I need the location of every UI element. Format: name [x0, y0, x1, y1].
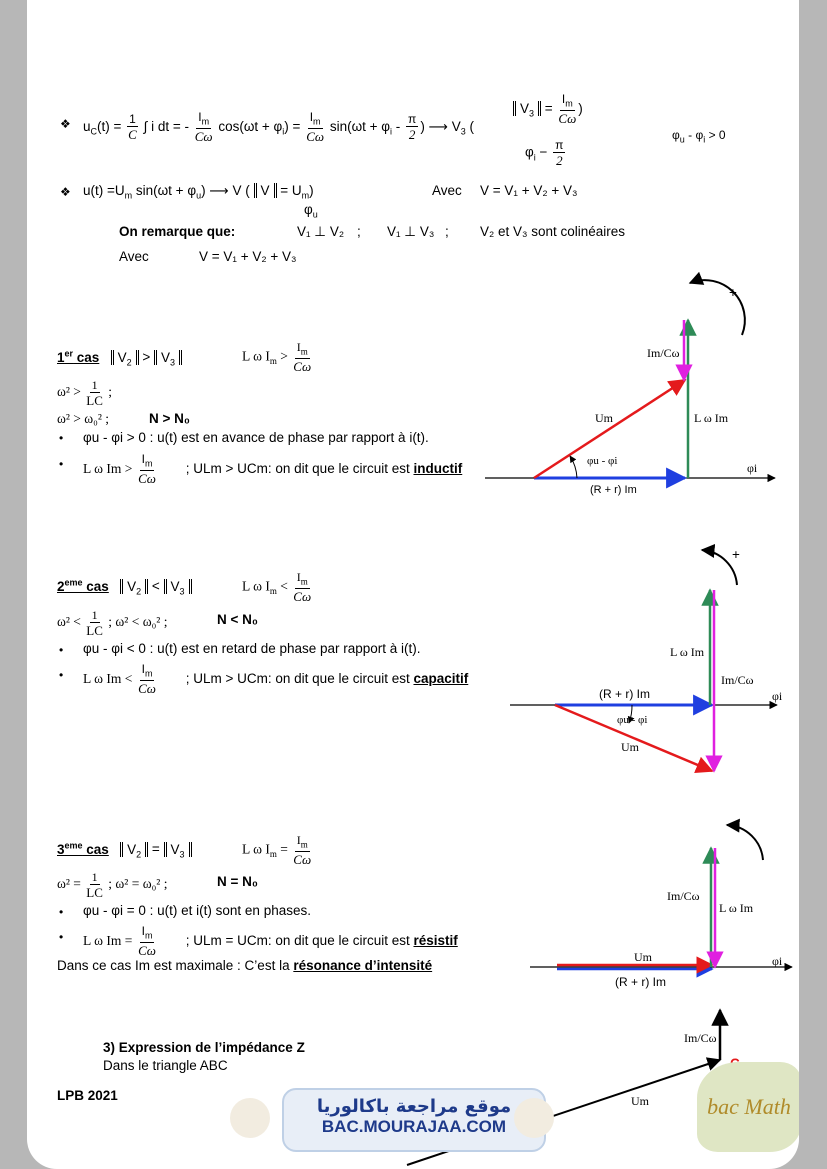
- v3-norm: $V_3$ = $\frac{I_m}{C\omega}$ ): [513, 92, 583, 126]
- case2-bullet2: L ω Im < $\frac{I_m}{C\omega}$ ; ULm > UCm: on dit que le circuit est capacitif: [83, 662, 469, 697]
- bac-math-logo: bac Math: [697, 1062, 799, 1152]
- bullet-dot-icon: •: [59, 905, 64, 919]
- site-banner[interactable]: [282, 1088, 546, 1152]
- c2-lwim: L ω Im: [670, 645, 705, 659]
- footer-left: LPB 2021: [57, 1088, 118, 1103]
- c1-phii: φi: [747, 461, 758, 475]
- c3-imcw: Im/Cω: [667, 889, 700, 903]
- c2-um: Um: [621, 740, 639, 754]
- angle-arc: [570, 456, 577, 478]
- case1-omega0: ω² > ω₀² ;: [57, 411, 110, 426]
- c2-plus: +: [732, 547, 740, 562]
- bullet-dot-icon: •: [59, 643, 64, 657]
- left-logo-icon: [230, 1098, 270, 1138]
- case1-bullet1: φu - φi > 0 : u(t) est en avance de phase par rapport à i(t).: [83, 430, 429, 445]
- c3-phii: φi: [772, 954, 783, 968]
- case2-lw: L ω $I_m$ < $\frac{I_m}{C\omega}$: [242, 570, 312, 605]
- c3-um: Um: [634, 950, 652, 964]
- c1-um: Um: [595, 411, 613, 425]
- c1-lwim: L ω Im: [694, 411, 729, 425]
- case2-title: 2eme cas $V_2 < V_3$: [57, 574, 192, 599]
- c3-lwim: L ω Im: [719, 901, 754, 915]
- bullet-dot-icon: •: [59, 457, 64, 471]
- equation-u: $u(t) =U_m$ $\sin(\omega t + \varphi_u)$ ⟶ V ( $V = U_m$): [83, 183, 314, 201]
- remark-sep2: ;: [445, 224, 449, 239]
- remark-p1: V₁ ⊥ V₂: [297, 224, 345, 239]
- case1-title: 1er cas $V_2 > V_3$: [57, 345, 182, 370]
- c1-imcw: Im/Cω: [647, 346, 680, 360]
- bullet-diamond-icon: ❖: [60, 185, 71, 199]
- case3-title: 3eme cas $V_2 = V_3$: [57, 837, 192, 862]
- case1-phasor-diagram: [477, 275, 777, 505]
- c3-plus: +: [732, 818, 740, 833]
- c3-rr: (R + r) Im: [615, 975, 666, 989]
- remark-p2: V₁ ⊥ V₃: [387, 224, 435, 239]
- v-phase: $\varphi_u$: [304, 202, 318, 220]
- section3-subtitle: Dans le triangle ABC: [103, 1058, 228, 1073]
- case1-n: N > N₀: [149, 411, 190, 426]
- resonance-line: Dans ce cas Im est maximale : C’est la résonance d’intensité: [57, 958, 433, 973]
- remark-avec: Avec: [119, 249, 149, 264]
- vector-sum: V = V₁ + V₂ + V₃: [480, 183, 578, 198]
- phase-condition: $\varphi_u - \varphi_i > 0$: [672, 128, 726, 145]
- c1-plus: +: [729, 285, 737, 300]
- c2-rr: (R + r) Im: [599, 687, 650, 701]
- equation-uc: $u_C(t)$ = $\frac{1}{C}$ ∫ i dt = - $\frac{I_m}{C\omega}$ $\cos(\omega t + \varphi_i)$ = $\frac{I_m}{C\omega}$ $\sin(\omega t + \varphi_i$ - $\frac{\pi}{2}$ ) ⟶ $V_3$ (: [83, 110, 474, 145]
- case2-phasor-diagram: [507, 540, 787, 780]
- banner-latin: BAC.MOURAJAA.COM: [321, 1117, 507, 1136]
- section3-title: 3) Expression de l’impédance Z: [103, 1040, 305, 1055]
- c2-phii: φi: [772, 689, 783, 703]
- bullet-dot-icon: •: [59, 668, 64, 682]
- case3-phasor-diagram: [527, 810, 797, 980]
- c1-rr: (R + r) Im: [590, 484, 637, 496]
- right-logo-icon: [514, 1098, 554, 1138]
- case3-lw: L ω $I_m$ = $\frac{I_m}{C\omega}$: [242, 833, 312, 868]
- c1-phidiff: φu - φi: [587, 455, 618, 467]
- remark-sep1: ;: [357, 224, 361, 239]
- c2-phidiff: φu - φi: [617, 714, 648, 726]
- case1-lw: L ω $I_m$ > $\frac{I_m}{C\omega}$: [242, 340, 312, 375]
- bullet-diamond-icon: ❖: [60, 117, 71, 131]
- avec-label: Avec: [432, 183, 462, 198]
- case2-omega: ω² < $\frac{1}{LC}$ ; ω² < ω₀² ;: [57, 608, 168, 638]
- case3-omega: ω² = $\frac{1}{LC}$ ; ω² = ω₀² ;: [57, 870, 168, 900]
- s3-um: Um: [631, 1094, 649, 1108]
- bullet-dot-icon: •: [59, 431, 64, 445]
- case3-n: N = N₀: [217, 874, 258, 889]
- case3-bullet1: φu - φi = 0 : u(t) et i(t) sont en phases.: [83, 903, 311, 918]
- case2-n: N < N₀: [217, 612, 258, 627]
- c2-imcw: Im/Cω: [721, 673, 754, 687]
- remark-label: On remarque que:: [119, 224, 236, 239]
- case1-bullet2: L ω Im > $\frac{I_m}{C\omega}$ ; ULm > UCm: on dit que le circuit est inductif: [83, 452, 463, 487]
- remark-sum: V = V₁ + V₂ + V₃: [199, 249, 297, 264]
- v3-phase: $\varphi_i$ − $\frac{\pi}{2}$: [525, 138, 564, 168]
- case2-bullet1: φu - φi < 0 : u(t) est en retard de phase par rapport à i(t).: [83, 641, 421, 656]
- case3-bullet2: L ω Im = $\frac{I_m}{C\omega}$ ; ULm = UCm: on dit que le circuit est résistif: [83, 924, 458, 959]
- document-page: [27, 0, 799, 1169]
- bullet-dot-icon: •: [59, 930, 64, 944]
- case1-omega: ω² > $\frac{1}{LC}$ ;: [57, 378, 113, 408]
- s3-imcw: Im/Cω: [684, 1031, 717, 1045]
- banner-arabic: موقع مراجعة باكالوريا: [316, 1096, 512, 1117]
- remark-p3: V₂ et V₃ sont colinéaires: [480, 224, 626, 239]
